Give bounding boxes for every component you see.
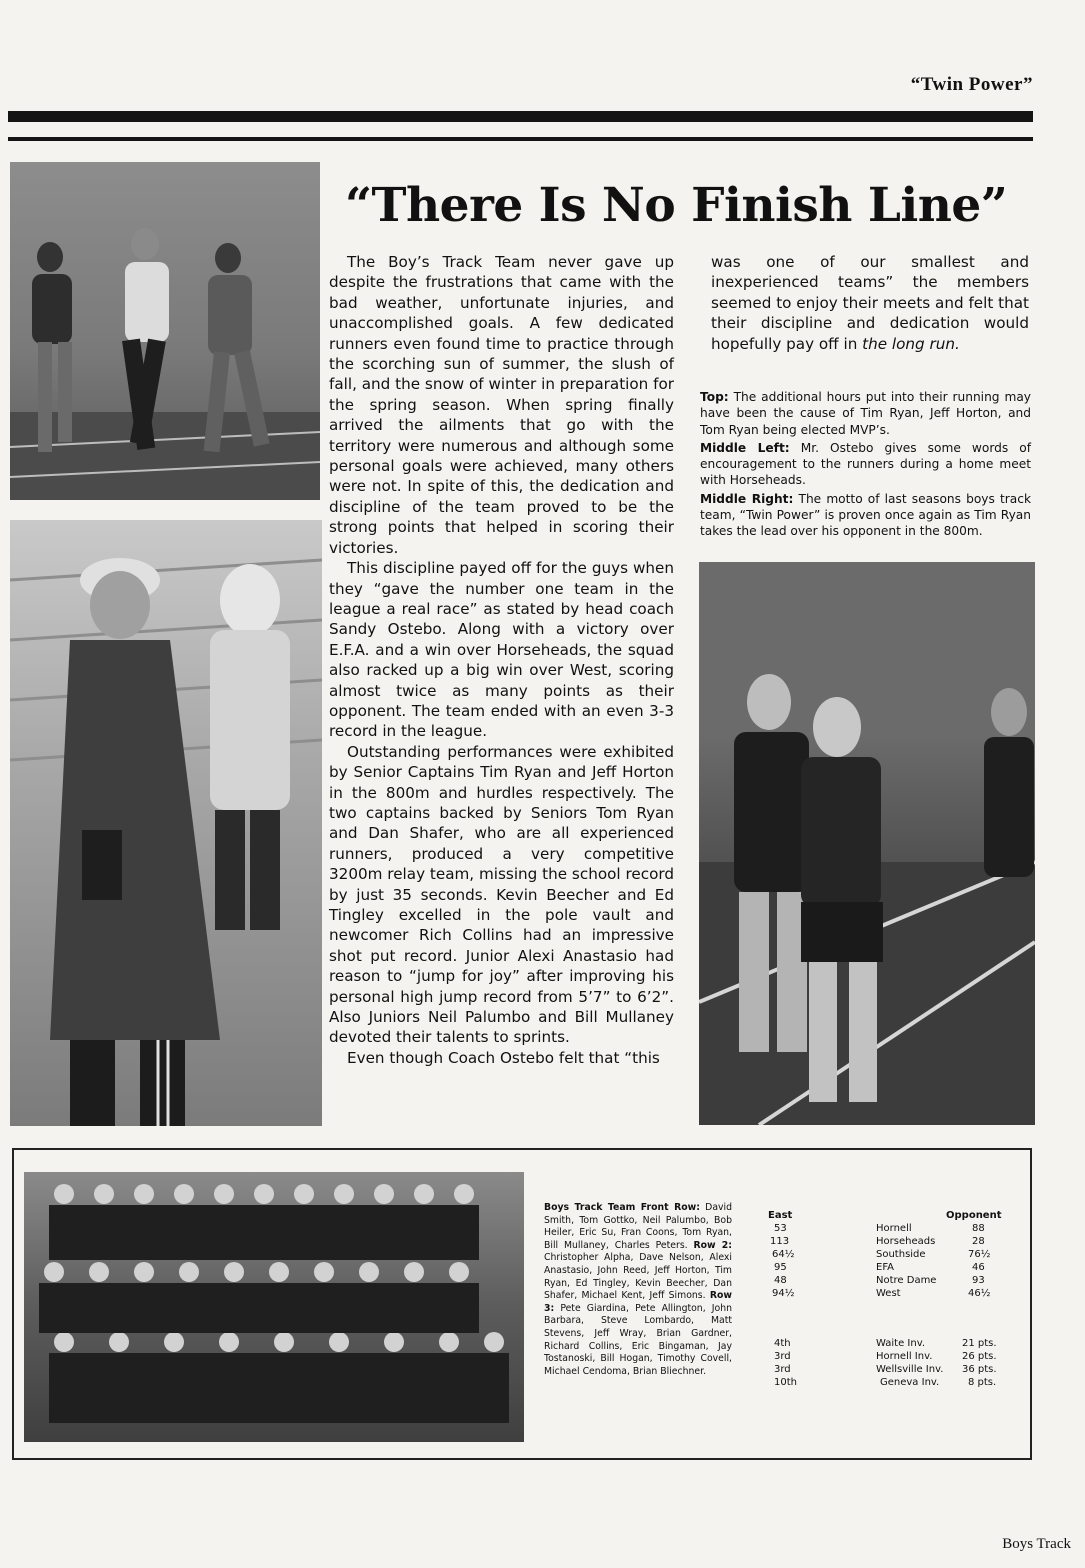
invitational-row: [760, 1377, 1032, 1390]
opponent-name: Notre Dame: [876, 1275, 937, 1286]
meet-row: [760, 1275, 1032, 1288]
invitational-row: [760, 1338, 1032, 1351]
photo-team-group: [24, 1172, 524, 1442]
invitational-name: Hornell Inv.: [876, 1351, 933, 1362]
meet-row: [760, 1249, 1032, 1262]
opponent-score: 28: [972, 1236, 985, 1247]
header-rule-thick: [8, 111, 1033, 122]
meet-row: [760, 1236, 1032, 1249]
article-continued-text: was one of our smallest and inexperienced teams” the members seemed to enjoy their meets and felt that their discipline and dedication would hopefully pay off in: [711, 253, 1029, 353]
caption-text: The motto of last seasons boys track team, “Twin Power” is proven once again as Tim Ryan takes the lead over his opponent in the 800m.: [700, 491, 1032, 539]
east-score: 113: [770, 1236, 790, 1247]
east-score: 95: [774, 1262, 787, 1273]
photo-captions: [700, 389, 1031, 542]
east-score: 48: [774, 1275, 787, 1286]
caption-middle-right: [700, 491, 1031, 540]
article-paragraph: Even though Coach Ostebo felt that “this: [347, 1048, 660, 1067]
caption-label: Top:: [700, 390, 729, 404]
opponent-name: Hornell: [876, 1223, 912, 1234]
meet-row: [760, 1262, 1032, 1275]
header-rule-thin: [8, 137, 1033, 141]
invitational-name: Geneva Inv.: [880, 1377, 940, 1388]
opponent-score: 93: [972, 1275, 985, 1286]
team-roster: [544, 1202, 732, 1378]
caption-text: Mr. Ostebo gives some words of encouragement to the runners during a home meet with Horseheads.: [700, 440, 1031, 488]
article-paragraph: The Boy’s Track Team never gave up despite the frustrations that came with the bad weather, unfortunate injuries, and unaccomplished goals. A few dedicated runners even found time to practice through the scorching sun of summer, the slush of fall, and the snow of winter in preparation for the spring season. When spring finally arrived the ailments that go with the territory were numerous and although some personal goals were achieved, many others were not. In spite of this, the dedication and discipline of the team proved to be the strong points that helped in scoring their victories.: [329, 253, 674, 557]
east-score: 64½: [772, 1249, 795, 1260]
invitational-name: Waite Inv.: [876, 1338, 926, 1349]
article-column-1: [329, 252, 674, 1068]
article-column-2: [711, 252, 1029, 354]
opponent-score: 46½: [968, 1288, 991, 1299]
invitational-points: 26 pts.: [962, 1351, 997, 1362]
roster-row-names: Christopher Alpha, Dave Nelson, Alexi Anastasio, John Reed, Jeff Horton, Tim Ryan, Ed Tingley, Kevin Beecher, Dan Shafer, Michael Kent, Jeff Simons.: [544, 1252, 732, 1302]
section-tag: “Twin Power”: [910, 74, 1033, 95]
invitational-row: [760, 1364, 1032, 1377]
caption-label: Middle Left:: [700, 440, 790, 455]
invitational-place: 3rd: [774, 1351, 791, 1362]
page-footer-label: Boys Track: [1002, 1536, 1071, 1552]
invitational-name: Wellsville Inv.: [876, 1364, 944, 1375]
opponent-name: Southside: [876, 1249, 926, 1260]
east-score: 94½: [772, 1288, 795, 1299]
opponent-score: 76½: [968, 1249, 991, 1260]
caption-text: The additional hours put into their running may have been the cause of Tim Ryan, Jeff Horton, and Tom Ryan being elected MVP’s.: [700, 390, 1031, 437]
roster-row-names: Pete Giardina, Pete Allington, John Barbara, Steve Lombardo, Matt Stevens, Jeff Wray, Brian Gardner, Richard Collins, Eric Bingaman, Jay Tostanoski, Bill Hogan, Timothy Covell, Michael Cendoma, Brian Bliechner.: [544, 1302, 732, 1377]
east-score: 53: [774, 1223, 787, 1234]
opponent-score: 88: [972, 1223, 985, 1234]
invitational-place: 4th: [774, 1338, 791, 1349]
article-paragraph: This discipline payed off for the guys when they “gave the number one team in the league a real race” as stated by head coach Sandy Ostebo. Along with a victory over E.F.A. and a win over Horseheads, the squad also racked up a big win over West, scoring almost twice as many points as their opponent. The team ended with an even 3-3 record in the league.: [329, 559, 674, 741]
opponent-name: EFA: [876, 1262, 894, 1273]
roster-row-label: Boys Track Team Front Row:: [544, 1202, 700, 1213]
scores-header-east: East: [768, 1210, 793, 1221]
invitational-points: 21 pts.: [962, 1338, 997, 1349]
opponent-name: West: [876, 1288, 901, 1299]
article-closing-phrase: the long run.: [862, 334, 960, 353]
article-paragraph-continued: [711, 252, 1029, 354]
photo-800m-race: [699, 562, 1035, 1125]
caption-top: [700, 389, 1031, 438]
opponent-score: 46: [972, 1262, 985, 1273]
roster-row-label: Row 3:: [544, 1290, 732, 1314]
photo-runners-practice: [10, 162, 320, 500]
invitational-points: 36 pts.: [962, 1364, 997, 1375]
photo-coach: [10, 520, 322, 1126]
opponent-name: Horseheads: [876, 1236, 936, 1247]
scores-header-opponent: Opponent: [946, 1210, 1002, 1221]
roster-row-label: Row 2:: [693, 1239, 732, 1251]
article-paragraph: Outstanding performances were exhibited by Senior Captains Tim Ryan and Jeff Horton in the 800m and hurdles respectively. The two captains backed by Seniors Tom Ryan and Dan Shafer, who are all experienced runners, produced a very competitive 3200m relay team, missing the school record by just 35 seconds. Kevin Beecher and Ed Tingley excelled in the pole vault and newcomer Rich Collins had an impressive shot put record. Junior Alexi Anastasio had reason to “jump for joy” after improving his personal high jump record from 5’7” to 6’2”. Also Juniors Neil Palumbo and Bill Mullaney devoted their talents to sprints.: [329, 742, 674, 1047]
invitational-place: 3rd: [774, 1364, 791, 1375]
meet-row: [760, 1288, 1032, 1301]
invitational-place: 10th: [774, 1377, 797, 1388]
article-title: “There Is No Finish Line”: [345, 178, 1008, 233]
invitational-row: [760, 1351, 1032, 1364]
meet-row: [760, 1223, 1032, 1236]
caption-label: Middle Right:: [700, 491, 794, 506]
caption-middle-left: [700, 440, 1031, 489]
roster-row-names: David Smith, Tom Gottko, Neil Palumbo, Bob Heiler, Eric Su, Fran Coons, Tom Ryan, Bill Mullaney, Charles Peters.: [544, 1202, 732, 1251]
invitational-points: 8 pts.: [968, 1377, 997, 1388]
